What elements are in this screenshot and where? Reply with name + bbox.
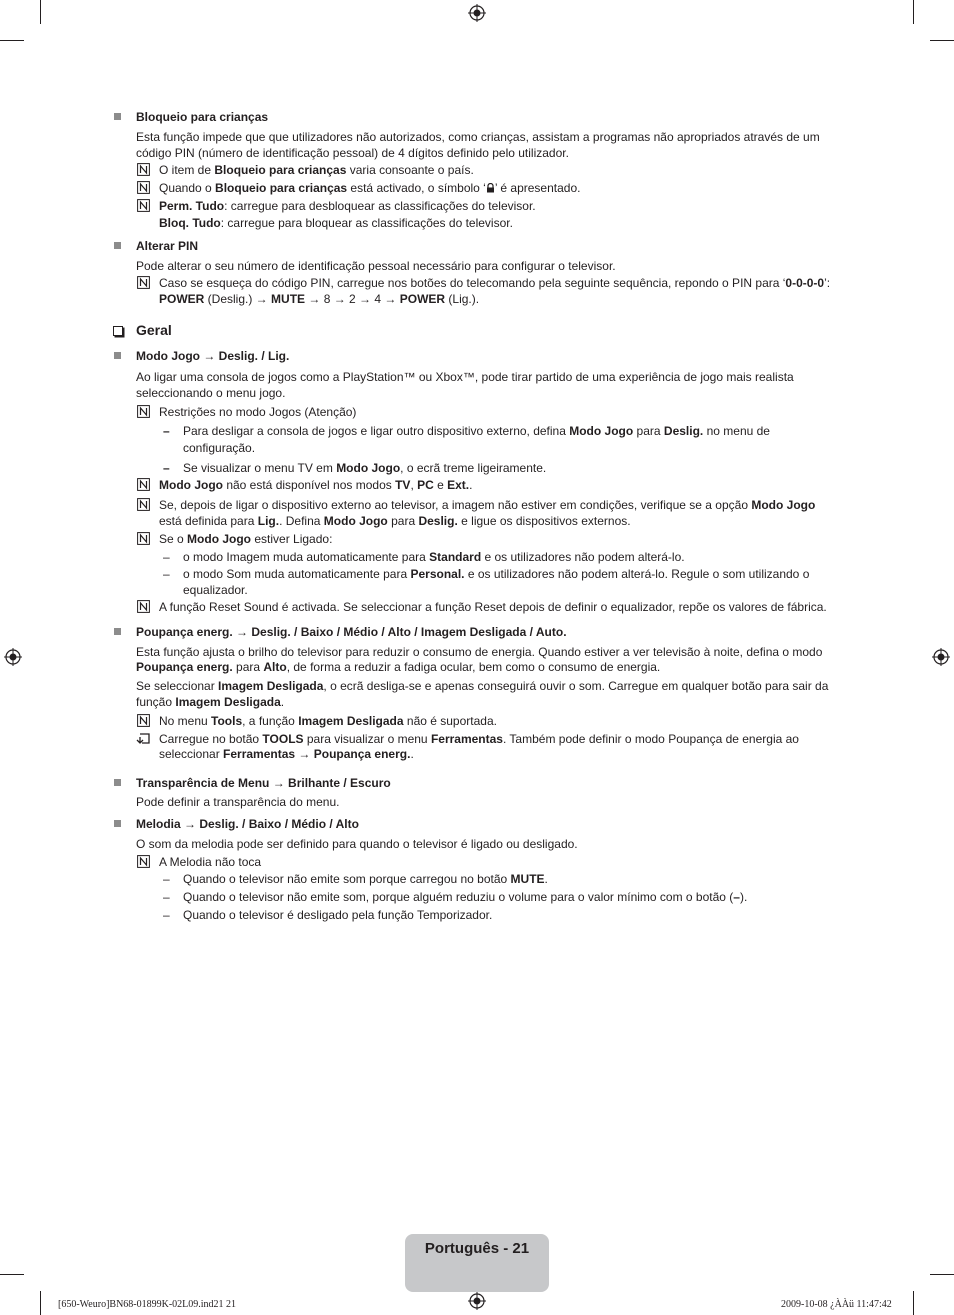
note-icon [137,714,150,727]
registration-mark-icon [4,648,22,666]
dash-bullet: – [163,908,170,922]
tip-text: seleccionar Ferramentas → Poupança energ.. [159,747,414,761]
crop-mark [913,0,914,24]
list-item: Quando o televisor é desligado pela função Temporizador. [183,908,493,922]
crop-mark [0,1274,24,1275]
note-text: Caso se esqueça do código PIN, carregue nos botões do telecomando pela seguinte sequência, repondo o PIN para ‘0-0-0-0’: [159,276,831,290]
chapter-heading: Geral [136,322,172,338]
crop-mark [40,0,41,24]
note-icon [137,600,150,613]
list-item: configuração. [183,441,256,455]
list-item: Quando o televisor não emite som, porque alguém reduziu o volume para o valor mínimo com o botão (–). [183,890,748,904]
note-icon [137,181,150,194]
note-text: No menu Tools, a função Imagem Desligada não é suportada. [159,714,497,728]
dash-bullet: – [163,424,170,438]
note-icon [137,478,150,491]
note-icon [137,276,150,289]
dash-bullet: – [163,550,170,564]
registration-mark-icon [468,4,486,22]
paragraph: O som da melodia pode ser definido para quando o televisor é ligado ou desligado. [136,837,578,851]
bullet-square-icon [114,820,121,827]
list-item: o modo Imagem muda automaticamente para Standard e os utilizadores não podem alterá-lo. [183,550,685,564]
section-heading: Modo Jogo → Deslig. / Lig. [136,349,290,363]
list-item: Se visualizar o menu TV em Modo Jogo, o ecrã treme ligeiramente. [183,461,547,475]
paragraph: seleccionando o menu jogo. [136,386,286,400]
tip-text: Carregue no botão TOOLS para visualizar o menu Ferramentas. Também pode definir o modo Poupança de energia ao [159,732,799,746]
bullet-square-icon [114,352,121,359]
dash-bullet: – [163,567,170,581]
crop-mark [930,1274,954,1275]
paragraph: Pode alterar o seu número de identificação pessoal necessário para configurar o televisor. [136,259,616,273]
dash-bullet: – [163,461,170,475]
paragraph: código PIN (número de identificação pessoal) de 4 dígitos definido pelo utilizador. [136,146,569,160]
note-text: Bloq. Tudo: carregue para bloquear as classificações do televisor. [159,216,513,230]
crop-mark [40,1291,41,1315]
section-heading: Alterar PIN [136,239,199,253]
paragraph: Se seleccionar Imagem Desligada, o ecrã desliga-se e apenas conseguirá ouvir o som. Carregue em qualquer botão para sair da [136,679,829,693]
note-text: Perm. Tudo: carregue para desbloquear as classificações do televisor. [159,199,536,213]
crop-mark [930,40,954,41]
note-text: O item de Bloqueio para crianças varia consoante o país. [159,163,474,177]
note-text: Se o Modo Jogo estiver Ligado: [159,532,333,546]
tools-icon [136,732,151,745]
note-text: Modo Jogo não está disponível nos modos TV, PC e Ext.. [159,478,473,492]
section-heading: Melodia → Deslig. / Baixo / Médio / Alto [136,817,359,831]
note-icon [137,163,150,176]
checkbox-bullet-icon [113,326,123,336]
paragraph: Pode definir a transparência do menu. [136,795,340,809]
print-slug-right: 2009-10-08 ¿ÀÀü 11:47:42 [781,1299,892,1310]
paragraph: Poupança energ. para Alto, de forma a reduzir a fadiga ocular, bem como o consumo de energia. [136,660,661,674]
note-icon [137,498,150,511]
note-text: Quando o Bloqueio para crianças está activado, o símbolo ‘ ’ é apresentado. [159,181,581,195]
print-slug-left: [650-Weuro]BN68-01899K-02L09.ind21 21 [58,1299,237,1310]
crop-mark [0,40,24,41]
list-item: Para desligar a consola de jogos e ligar outro dispositivo externo, defina Modo Jogo para Deslig. no menu de [183,424,770,438]
note-text: A função Reset Sound é activada. Se seleccionar a função Reset depois de definir o equalizador, repõe os valores de fábrica. [159,600,827,614]
list-item: equalizador. [183,583,248,597]
note-text: está definida para Lig.. Defina Modo Jogo para Deslig. e ligue os dispositivos externos. [159,514,631,528]
note-text: Restrições no modo Jogos (Atenção) [159,405,357,419]
paragraph: Esta função impede que que utilizadores não autorizados, como crianças, assistam a programas não apropriados através de um [136,130,820,144]
list-item: o modo Som muda automaticamente para Personal. e os utilizadores não podem alterá-lo. Regule o som utilizando o [183,567,810,581]
page-number: Português - 21 [424,1240,530,1257]
section-heading: Transparência de Menu → Brilhante / Escuro [136,776,391,790]
note-icon [137,405,150,418]
registration-mark-icon [468,1292,486,1310]
list-item: Quando o televisor não emite som porque carregou no botão MUTE. [183,872,548,886]
lock-icon [486,183,495,193]
note-text: POWER (Deslig.) → MUTE → 8 → 2 → 4 → POWER (Lig.). [159,292,480,306]
bullet-square-icon [114,628,121,635]
note-icon [137,199,150,212]
bullet-square-icon [114,779,121,786]
paragraph: Esta função ajusta o brilho do televisor para reduzir o consumo de energia. Quando estiver a ver televisão à noite, defina o modo [136,645,823,659]
crop-mark [913,1291,914,1315]
dash-bullet: – [163,872,170,886]
section-heading: Poupança energ. → Deslig. / Baixo / Médio / Alto / Imagem Desligada / Auto. [136,625,567,639]
bullet-square-icon [114,113,121,120]
section-heading: Bloqueio para crianças [136,110,269,124]
paragraph: função Imagem Desligada. [136,695,285,709]
note-text: Se, depois de ligar o dispositivo externo ao televisor, a imagem não estiver em condições, verifique se a opção Modo Jogo [159,498,816,512]
paragraph: Ao ligar uma consola de jogos como a PlayStation™ ou Xbox™, pode tirar partido de uma experiência de jogo mais realista [136,370,794,384]
registration-mark-icon [932,648,950,666]
bullet-square-icon [114,242,121,249]
note-icon [137,532,150,545]
note-icon [137,855,150,868]
note-text: A Melodia não toca [159,855,262,869]
dash-bullet: – [163,890,170,904]
